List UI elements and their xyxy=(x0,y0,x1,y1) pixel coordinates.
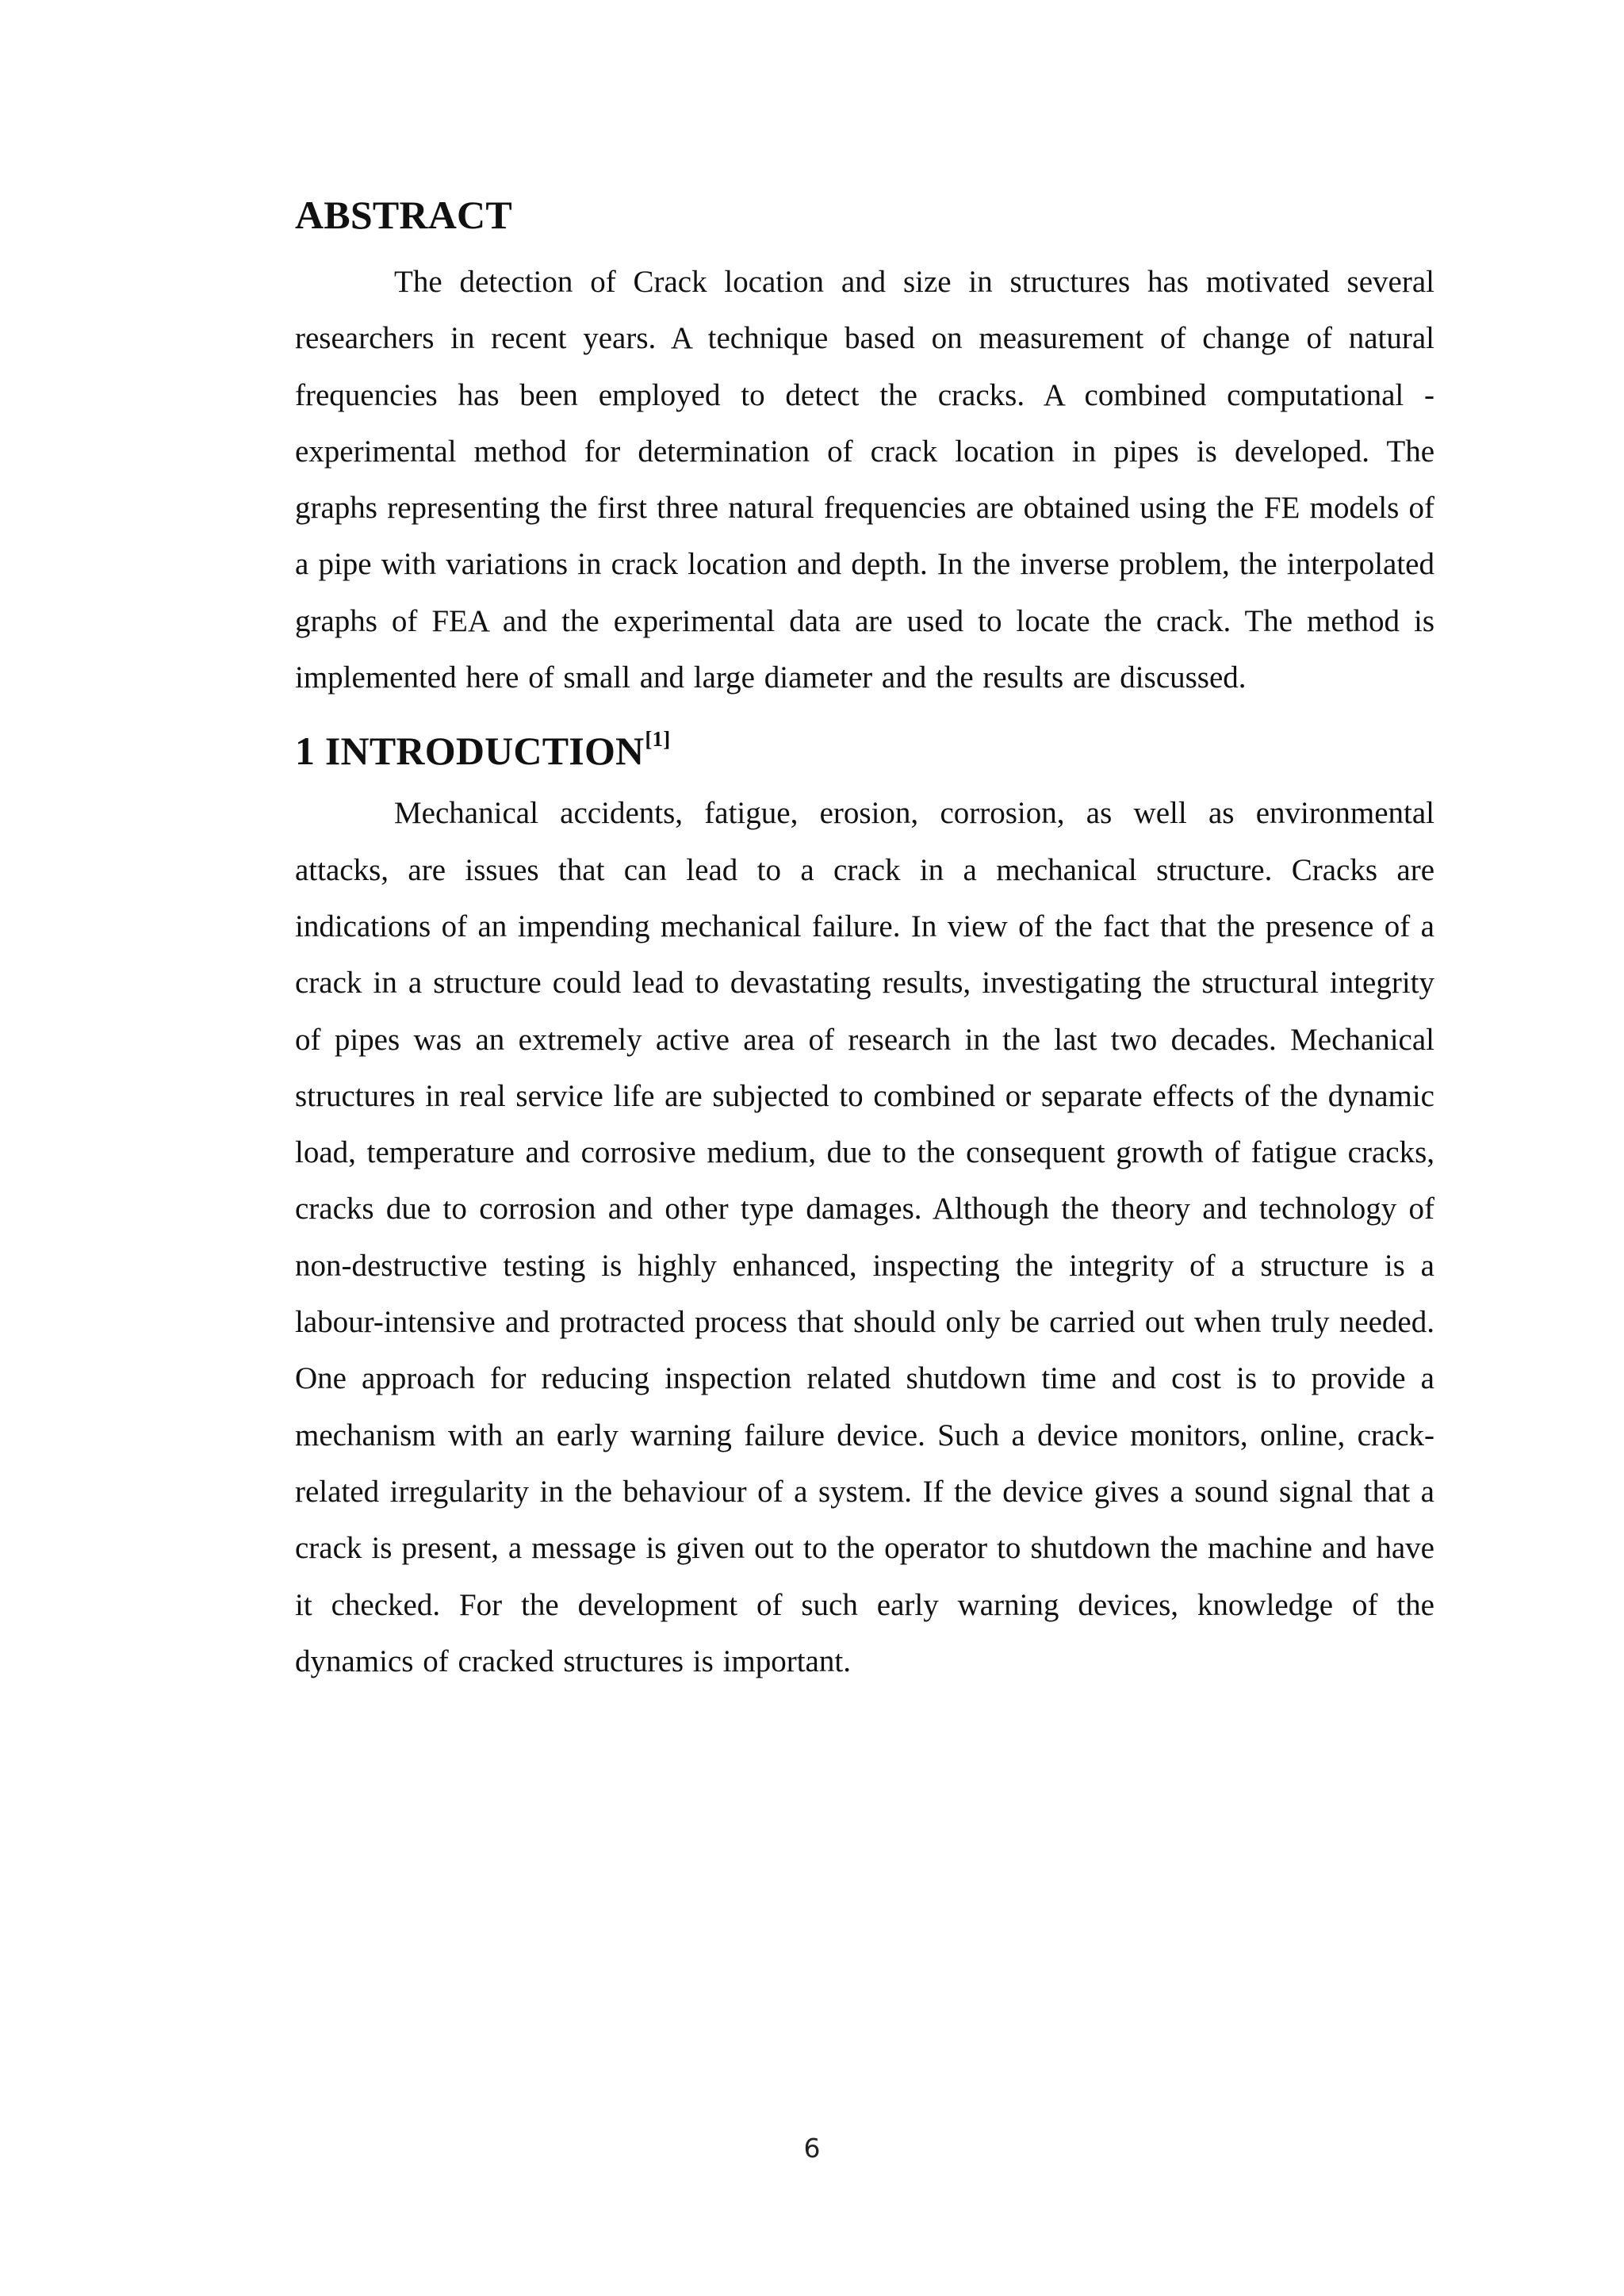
page-number: 6 xyxy=(803,2133,821,2164)
abstract-paragraph: The detection of Crack location and size in structures has motivated several researchers in recent years. A technique based on measurement of change of natural frequencies has been employed to detect the cracks. A combined computational - experimental method for determination of crack location in pipes is developed. The graphs representing the first three natural frequencies are obtained using the FE models of a pipe with variations in crack location and depth. In the inverse problem, the interpolated graphs of FEA and the experimental data are used to locate the crack. The method is implemented here of small and large diameter and the results are discussed. xyxy=(295,265,1434,695)
introduction-heading xyxy=(295,720,1434,782)
introduction-paragraph: Mechanical accidents, fatigue, erosion, corrosion, as well as environmental attacks, are issues that can lead to a crack in a mechanical structure. Cracks are indications of an impending mechanical failure. In view of the fact that the presence of a crack in a structure could lead to devastating results, investigating the structural integrity of pipes was an extremely active area of research in the last two decades. Mechanical structures in real service life are subjected to combined or separate effects of the dynamic load, temperature and corrosive medium, due to the consequent growth of fatigue cracks, cracks due to corrosion and other type damages. Although the theory and technology of non-destructive testing is highly enhanced, inspecting the integrity of a structure is a labour-intensive and protracted process that should only be carried out when truly needed. One approach for reducing inspection related shutdown time and cost is to provide a mechanism with an early warning failure device. Such a device monitors, online, crack-related irregularity in the behaviour of a system. If the device gives a sound signal that a crack is present, a message is given out to the operator to shutdown the machine and have it checked. For the development of such early warning devices, knowledge of the dynamics of cracked structures is important. xyxy=(295,796,1434,1678)
introduction-citation: [1] xyxy=(645,726,671,751)
abstract-heading: ABSTRACT xyxy=(295,193,512,237)
page-content xyxy=(295,184,1434,1689)
introduction-heading-text: 1 INTRODUCTION xyxy=(295,729,645,774)
